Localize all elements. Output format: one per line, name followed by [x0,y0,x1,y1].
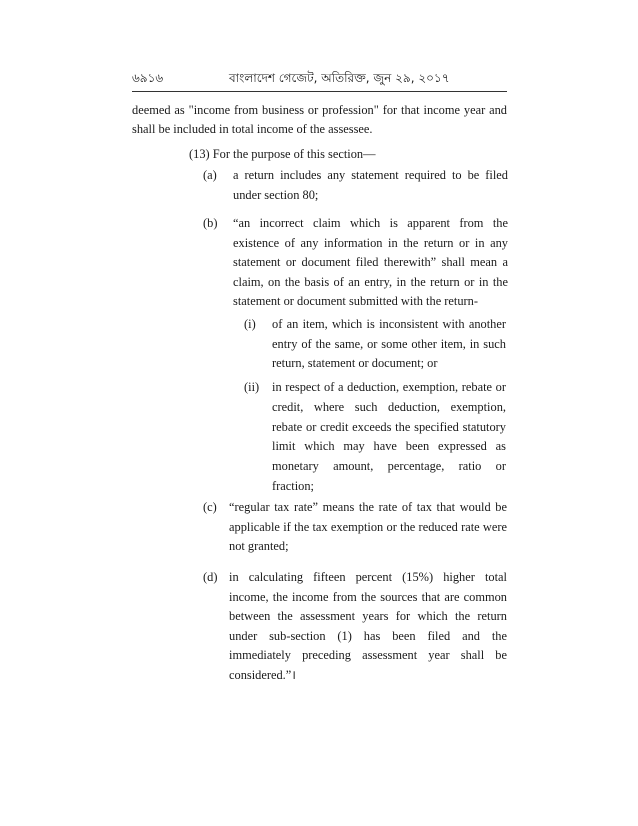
page-number: ৬৯১৬ [132,71,164,85]
clause-d-text: in calculating fifteen percent (15%) higher total income, the income from the sources that are common between the assessment years for which the return under sub-section (1) has been filed and the immediately preceding assessment year shall be considered.”। [229,570,507,682]
subclause-i-text: of an item, which is inconsistent with another entry of the same, or some other item, in such return, statement or document; or [272,317,506,370]
intro-paragraph: deemed as "income from business or profession" for that income year and shall be included in total income of the assessee. [132,103,507,136]
gazette-title: বাংলাদেশ গেজেট, অতিরিক্ত, জুন ২৯, ২০১৭ [229,71,450,85]
clause-c-text: “regular tax rate” means the rate of tax that would be applicable if the tax exemption or the reduced rate were not granted; [229,500,507,553]
subclause-i-label: (i) [244,317,256,331]
header-rule [132,91,507,92]
clause-c-label: (c) [203,500,217,514]
clause-b-text: “an incorrect claim which is apparent from the existence of any information in the return or in any statement or document filed therewith” shall mean a claim, on the basis of an entry, in the return or in the statement or document submitted with the return- [233,216,508,308]
subclause-ii-label: (ii) [244,380,260,394]
section-13-heading: (13) For the purpose of this section— [189,147,376,161]
page-header [132,68,507,90]
clause-d-label: (d) [203,570,218,584]
subclause-ii-text: in respect of a deduction, exemption, rebate or credit, where such deduction, exemption, rebate or credit exceeds the specified statutory limit which may have been expressed as monetary amount, percentage, ratio or fraction; [272,380,506,493]
clause-b-label: (b) [203,216,218,230]
clause-a-text: a return includes any statement required to be filed under section 80; [233,168,508,202]
clause-a-label: (a) [203,168,217,182]
